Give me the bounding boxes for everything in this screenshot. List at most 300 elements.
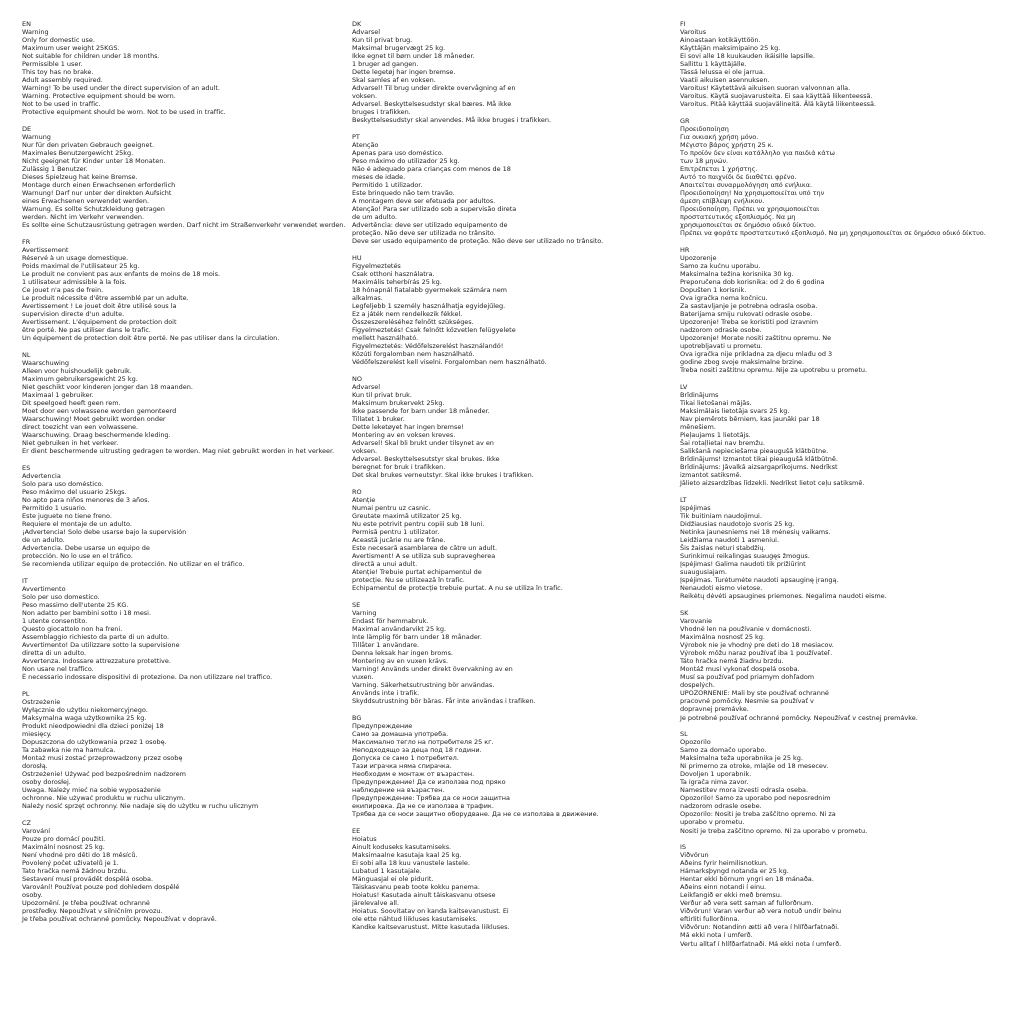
warning-text-line: Προειδοποίηση! Να χρησιμοποιείται υπό την — [680, 189, 825, 198]
warning-text-line: Предупреждение — [352, 722, 413, 731]
warning-text-line: Preporučena dob korisnika: od 2 do 6 godina — [680, 278, 825, 287]
warning-text-line: Mänguasjal ei ole pidurit. — [352, 875, 434, 884]
warning-text-line: Montaż musi zostać przeprowadzony przez osobę — [22, 754, 183, 763]
warning-text-line: Advarsel — [352, 383, 380, 392]
warning-text-line: ole ette nähtud liikluses kasutamiseks. — [352, 915, 478, 924]
warning-text-line: Varování — [22, 827, 51, 836]
warning-text-line: Vhodné len na používanie v domácnosti. — [680, 625, 812, 634]
warning-section-lt — [680, 496, 1000, 600]
warning-text-line: Πρέπει να φοράτε προστατευτικό εξοπλισμό. Να μη χρησιμοποιείται σε δημόσιο οδικό δίκτυο. — [680, 229, 986, 238]
warning-section-ro — [352, 488, 672, 592]
warning-text-line: Baterijama smiju rukovati odrasle osobe. — [680, 310, 813, 319]
warning-text-line: Hoiatus — [352, 835, 377, 844]
warning-text-line: Tillatet 1 bruker. — [352, 415, 405, 424]
language-code: CZ — [22, 819, 31, 828]
warning-text-line: Ta zabawka nie ma hamulca. — [22, 746, 116, 755]
warning-text-line: uporabo v prometu. — [680, 818, 745, 827]
warning-text-line: Aðeins fyrir heimilisnotkun. — [680, 859, 769, 868]
warning-text-line: Upozorenje! Treba se koristiti pod izravnim — [680, 318, 819, 327]
warning-text-line: Maksimum brukervekt 25kg. — [352, 399, 445, 408]
warning-section-sl — [680, 730, 1000, 834]
language-code: RO — [352, 488, 362, 497]
language-code: FI — [680, 20, 686, 28]
warning-text-line: Трябва да се носи защитно оборудване. Да не се използва в движение. — [352, 810, 599, 819]
warning-text-line: Maksimalna teža uporabnika je 25 kg. — [680, 754, 803, 763]
warning-text-line: Má ekki nota í umferð. — [680, 931, 753, 940]
warning-text-line: Avvertimento — [22, 585, 66, 593]
warning-text-line: Upozornění. Je třeba používat ochranné — [22, 899, 150, 908]
warning-text-line: Ikke egnet til børn under 18 måneder. — [352, 52, 475, 61]
warning-text-line: Apenas para uso doméstico. — [352, 149, 444, 158]
warning-text-line: meses de idade. — [352, 173, 406, 182]
warning-text-line: Varování! Používat pouze pod dohledem dospělé — [22, 883, 180, 892]
warning-text-line: Warnung — [22, 133, 51, 141]
warning-text-line: Waarschuwing. Draag beschermende kleding. — [22, 431, 171, 440]
warning-text-line: Αυτό το παιχνίδι δε διαθέτει φρένο. — [680, 173, 797, 182]
warning-text-line: Upozorenje — [680, 254, 717, 263]
warning-text-line: Ce jouet n'a pas de frein. — [22, 286, 104, 295]
language-code: LT — [680, 496, 687, 505]
warning-text-line: werden. Nicht im Verkehr verwenden. — [22, 213, 144, 222]
warning-text-line: Används inte i trafik. — [352, 689, 420, 698]
warning-section-hr — [680, 246, 1000, 375]
warning-text-line: Įspėjimas — [680, 504, 711, 513]
warning-text-line: Peso massimo dell'utente 25 KG. — [22, 601, 129, 610]
warning-text-line: Tässä lelussa ei ole jarrua. — [680, 68, 765, 77]
warning-text-line: Warnung! Darf nur unter der direkten Aufsicht — [22, 189, 172, 198]
warning-text-line: Opozorilo! Samo za uporabo pod neposrednim — [680, 794, 831, 803]
warning-text-line: Το προϊόν δεν είναι κατάλληλο για παιδιά κάτω — [680, 149, 835, 158]
warning-text-line: Adult assembly required. — [22, 76, 103, 85]
warning-text-line: dorosłą. — [22, 762, 48, 771]
warning-text-line: voksen. — [352, 92, 378, 101]
language-code: DE — [22, 124, 32, 133]
warning-text-line: proteção. Não deve ser utilizada no trânsito. — [352, 229, 496, 238]
warning-text-line: Само за домашна употреба. — [352, 730, 449, 739]
warning-text-line: Varoitus. Käytä suojavarusteita. Ei saa käyttää liikenteessä. — [680, 92, 873, 101]
warning-text-line: Výrobok môžu naraz používať iba 1 používateľ. — [680, 649, 833, 658]
warning-text-line: Įspėjimas. Turėtumėte naudoti apsauginę įrangą. — [680, 576, 839, 585]
warning-text-line: Peso máximo do utilizador 25 kg. — [352, 157, 460, 166]
warning-text-line: nadzorom odrasle osebe. — [680, 802, 762, 811]
warning-text-line: mellett használható. — [352, 334, 419, 343]
warning-text-line: voksen. — [352, 447, 378, 456]
warning-section-fr — [22, 238, 342, 342]
warning-text-line: izmantot satiksmē. — [680, 471, 742, 480]
warning-text-line: προστατευτικός εξοπλισμός. Να μη — [680, 213, 796, 222]
warning-text-line: godine zbog svoje maksimalne brzine. — [680, 358, 805, 367]
warning-text-line: Kun til privat bruk. — [352, 391, 412, 400]
warning-text-line: Максимално тегло на потребителя 25 кг. — [352, 738, 494, 747]
warning-text-line: Montering av en vuxen krävs. — [352, 657, 449, 666]
warning-text-line: Maximum gebruikersgewicht 25 kg. — [22, 375, 138, 384]
warning-text-line: Skal samles af en voksen. — [352, 76, 436, 85]
language-code: EN — [22, 20, 31, 28]
warning-text-line: È necessario indossare dispositivi di protezione. Da non utilizzare nel traffico. — [22, 673, 273, 682]
warning-text-line: Ei sobi alla 18 kuu vanustele lastele. — [352, 859, 470, 868]
warning-text-line: Varning. Säkerhetsutrustning bör användas. — [352, 681, 495, 690]
warning-text-line: alkalmas. — [352, 294, 383, 303]
language-code: NO — [352, 375, 362, 384]
language-code: FR — [22, 237, 31, 246]
warning-section-nl — [22, 351, 342, 455]
warning-text-line: Advertencia — [22, 472, 61, 480]
warning-text-line: Ostrzeżenie! Używać pod bezpośrednim nadzorem — [22, 770, 186, 779]
language-code: EE — [352, 827, 361, 836]
warning-text-line: Not to be used in traffic. — [22, 100, 101, 109]
warning-text-line: Hentar ekki börnum yngri en 18 mánaða. — [680, 875, 814, 884]
warning-text-line: osoby. — [22, 891, 43, 900]
warning-text-line: Viðvörun — [680, 851, 709, 860]
warning-text-line: Niet geschikt voor kinderen jonger dan 18 maanden. — [22, 383, 193, 392]
language-code: IS — [680, 843, 687, 852]
warning-text-line: Warning! To be used under the direct supervision of an adult. — [22, 84, 220, 93]
warning-section-sk — [680, 609, 1000, 721]
warning-text-line: Poids maximal de l'utilisateur 25 kg. — [22, 262, 140, 271]
warning-text-line: Montage durch einen Erwachsenen erforderlich — [22, 181, 176, 190]
warning-section-en — [22, 20, 342, 116]
warning-section-dk — [352, 20, 672, 124]
warning-text-line: Avvertenza. Indossare attrezzature protettive. — [22, 657, 171, 666]
warning-text-line: Предупреждение! Да се използва под пряко — [352, 778, 506, 787]
language-code: PT — [352, 133, 360, 141]
warning-text-line: Varoitus — [680, 28, 707, 37]
warning-text-line: 1 utente consentito. — [22, 617, 88, 626]
warning-text-line: Összeszereléséhez felnőtt szükséges. — [352, 318, 474, 327]
warning-text-line: Permitido 1 usuario. — [22, 504, 87, 513]
warning-text-line: Dit speelgoed heeft geen rem. — [22, 399, 121, 408]
warning-text-line: Assemblaggio richiesto da parte di un adulto. — [22, 633, 170, 642]
warning-text-line: Only for domestic use. — [22, 36, 95, 45]
warning-text-line: Opozorilo: Nositi je treba zaščitno opremo. Ni za — [680, 810, 836, 819]
warning-text-line: dospelých. — [680, 681, 715, 690]
warning-text-line: Nur für den privaten Gebrauch geeignet. — [22, 141, 155, 150]
warning-text-line: No apto para niños menores de 3 años. — [22, 496, 150, 505]
language-column-3 — [680, 20, 1000, 956]
warning-text-line: Ei sovi alle 18 kuukauden ikäisille lapsille. — [680, 52, 815, 61]
warning-text-line: Dovoljen 1 uporabnik. — [680, 770, 752, 779]
warning-text-line: Brīdinājums: Jāvalkā aizsargaprīkojums. Nedrīkst — [680, 463, 838, 472]
warning-text-line: Warnung. Es sollte Schutzkleidung getragen — [22, 205, 165, 214]
warning-text-line: Maksimal brugervægt 25 kg. — [352, 44, 446, 53]
warning-text-line: Tillåter 1 användare. — [352, 641, 419, 650]
warning-text-line: Netinka jaunesniems nei 18 mėnesių vaikams. — [680, 528, 831, 537]
warning-text-line: eines Erwachsenen verwendet werden. — [22, 197, 150, 206]
warning-text-line: Varoitus! Käytettävä aikuisen suoran valvonnan alla. — [680, 84, 851, 93]
warning-text-line: Requiere el montaje de un adulto. — [22, 520, 132, 529]
warning-text-line: Atenție — [352, 496, 376, 505]
warning-section-lv — [680, 383, 1000, 487]
warning-text-line: Permissible 1 user. — [22, 60, 83, 69]
language-code: PL — [22, 689, 30, 698]
warning-text-line: Varoitus. Pitää käyttää suojavälineitä. Älä käytä liikenteessä. — [680, 100, 877, 109]
warning-text-line: Maksymalna waga użytkownika 25 kg. — [22, 714, 147, 723]
warning-text-line: Ostrzeżenie — [22, 698, 61, 706]
warning-text-line: Kandke kaitsevarustust. Mitte kasutada liikluses. — [352, 923, 510, 932]
warning-text-line: Maximales Benutzergewicht 25kg. — [22, 149, 134, 158]
warning-text-line: Non adatto per bambini sotto i 18 mesi. — [22, 609, 152, 618]
warning-text-line: Vaatii aikuisen asennuksen. — [680, 76, 770, 85]
warning-text-line: Alleen voor huishoudelijk gebruik. — [22, 367, 132, 376]
warning-text-line: Απαιτείται συναρμολόγηση από ενήλικα. — [680, 181, 813, 190]
warning-text-line: Waarschuwing — [22, 359, 69, 367]
warning-text-line: Moet door een volwassene worden gemonteerd — [22, 407, 177, 416]
warning-text-line: Védőfelszerelést kell viselni. Forgalomban nem használható. — [352, 358, 547, 367]
warning-text-line: pracovné pomôcky. Nesmie sa používať v — [680, 697, 814, 706]
warning-text-line: Inte lämplig för barn under 18 månader. — [352, 633, 482, 642]
warning-text-line: Montáž musí vykonať dospelá osoba. — [680, 665, 800, 674]
language-column-1 — [22, 20, 346, 932]
warning-text-line: Допуска се само 1 потребител. — [352, 754, 459, 763]
warning-text-line: Leidžiama naudoti 1 asmeniui. — [680, 536, 780, 545]
warning-text-line: Advarsel. Beskyttelsesutstyr skal brukes. Ikke — [352, 455, 500, 464]
language-code: LV — [680, 383, 688, 392]
warning-text-line: Viðvörun! Varan verður að vera notuð undir beinu — [680, 907, 842, 916]
warning-text-line: Waarschuwing! Moet gebruikt worden onder — [22, 415, 166, 424]
warning-text-line: Produkt nieodpowiedni dla dzieci poniżej 18 — [22, 722, 164, 731]
language-code: NL — [22, 350, 31, 359]
warning-text-line: Solo per uso domestico. — [22, 593, 100, 602]
warning-text-line: Maksimaalne kasutaja kaal 25 kg. — [352, 851, 462, 860]
warning-text-line: Avertisment! A se utiliza sub supravegherea — [352, 552, 496, 561]
warning-text-line: Wyłącznie do użytku niekomercyjnego. — [22, 706, 148, 715]
warning-text-line: Figyelmeztetés! Csak felnőtt közvetlen felügyelete — [352, 326, 516, 335]
warning-text-line: Montering av en voksen kreves. — [352, 431, 456, 440]
warning-text-line: Należy nosić sprzęt ochronny. Nie nadaje się do użytku w ruchu ulicznym — [22, 802, 259, 811]
warning-section-se — [352, 601, 672, 705]
warning-text-line: екипировка. Да не се използва в трафик. — [352, 802, 494, 811]
warning-text-line: järelevalve all. — [352, 899, 400, 908]
warning-text-line: Solo para uso doméstico. — [22, 480, 104, 489]
warning-text-line: Non usare nel traffico. — [22, 665, 94, 674]
warning-text-line: Opozorilo — [680, 738, 711, 747]
warning-text-line: Samo za kućnu uporabu. — [680, 262, 761, 271]
warning-text-line: supervision directe d'un adulte. — [22, 310, 125, 319]
warning-text-line: Peso máximo del usuario 25kgs. — [22, 488, 127, 497]
warning-text-line: Csak otthoni használatra. — [352, 270, 435, 279]
warning-text-line: Figyelmeztetés: Védőfelszerelést használandó! — [352, 342, 504, 351]
warning-text-line: Avertissement — [22, 246, 69, 254]
warning-text-line: miesięcy. — [22, 730, 52, 739]
warning-text-line: Varning! Används under direkt övervakning av en — [352, 665, 513, 674]
warning-section-ee — [352, 827, 672, 931]
warning-text-line: Šis žaislas neturi stabdžių. — [680, 544, 766, 553]
warning-text-line: protecție. Nu se utilizează în trafic. — [352, 576, 465, 585]
warning-text-line: Brīdinājums — [680, 391, 719, 400]
warning-text-line: Maximal användarvikt 25 kg. — [352, 625, 447, 634]
warning-text-line: Ta igrača nima zavor. — [680, 778, 749, 787]
language-code: DK — [352, 20, 362, 28]
warning-text-line: Avertissement ! Le jouet doit être utilisé sous la — [22, 302, 177, 311]
language-code: SK — [680, 609, 689, 618]
warning-text-line: Jālieto aizsardzības līdzekli. Nedrīkst lietot ceļu satiksmē. — [680, 479, 865, 488]
warning-text-line: 1 bruger ad gangen. — [352, 60, 419, 69]
warning-text-line: diretta di un adulto. — [22, 649, 87, 658]
warning-text-line: vuxen. — [352, 673, 374, 682]
warning-section-cz — [22, 819, 342, 923]
language-code: SL — [680, 730, 688, 739]
warning-text-line: Vertu alltaf í hlífðarfatnaði. Má ekki nota í umferð. — [680, 939, 842, 948]
warning-text-line: Musí sa používať pod priamym dohľadom — [680, 673, 815, 682]
warning-section-no — [352, 375, 672, 479]
warning-text-line: ¡Advertencia! Solo debe usarse bajo la supervisión — [22, 528, 187, 537]
warning-text-line: Beskyttelsesudstyr skal anvendes. Må ikke bruges i trafikken. — [352, 116, 552, 125]
language-code: IT — [22, 576, 28, 585]
warning-section-pl — [22, 690, 342, 810]
warning-text-line: Varning — [352, 609, 377, 618]
warning-text-line: Výrobok nie je vhodný pre deti do 18 mesiacov. — [680, 641, 834, 650]
warning-text-line: Permisă pentru 1 utilizator. — [352, 528, 440, 537]
warning-text-line: Upozorenje! Morate nositi zaštitnu opremu. Ne — [680, 334, 832, 343]
warning-text-line: Le produit ne convient pas aux enfants de moins de 18 mois. — [22, 270, 220, 279]
warning-text-line: Nenaudoti eismo vietose. — [680, 584, 763, 593]
language-column-2 — [352, 20, 672, 940]
warning-text-line: Não é adequado para crianças com menos de 18 — [352, 165, 511, 174]
warning-text-line: Salikšanā nepieciešama pieaugušā klātbūtne. — [680, 447, 829, 456]
warning-text-line: Greutate maximă utilizator 25 kg. — [352, 512, 462, 521]
warning-text-line: Treba nositi zaštitnu opremu. Nije za upotrebu u prometu. — [680, 366, 867, 375]
warning-section-it — [22, 577, 342, 681]
warning-text-line: Se recomienda utilizar equipo de protección. No utilizar en el tráfico. — [22, 560, 245, 569]
warning-text-line: UPOZORNENIE: Mali by ste používať ochranné — [680, 689, 829, 698]
warning-text-line: Nav piemērots bērniem, kas jaunāki par 18 — [680, 415, 820, 424]
warning-text-line: directă a unui adult. — [352, 560, 418, 569]
warning-text-line: Επιτρέπεται 1 χρήστης. — [680, 165, 758, 174]
warning-text-line: Varovanie — [680, 617, 713, 626]
warning-text-line: 1 utilisateur admissible à la fois. — [22, 278, 127, 287]
warning-text-line: Tikai lietošanai mājās. — [680, 399, 752, 408]
warning-text-line: наблюдение на възрастен. — [352, 786, 445, 795]
warning-text-line: Surinkimui reikalingas suaugęs žmogus. — [680, 552, 810, 561]
warning-text-line: protección. No lo use en el tráfico. — [22, 552, 133, 561]
warning-text-line: Povolený počet uživatelů je 1. — [22, 859, 119, 868]
warning-text-line: Leikfangið er ekki með bremsu. — [680, 891, 782, 900]
warning-text-line: Lubatud 1 kasutajale. — [352, 867, 422, 876]
warning-text-line: Dette legetøj har ingen bremse. — [352, 68, 456, 77]
warning-text-line: Необходим е монтаж от възрастен. — [352, 770, 475, 779]
warning-section-pt — [352, 133, 672, 245]
warning-text-line: Samo za domačo uporabo. — [680, 746, 767, 755]
warning-text-line: A montagem deve ser efetuada por adultos. — [352, 197, 496, 206]
warning-text-line: Er dient beschermende uitrusting gedragen te worden. Mag niet gebruikt worden in het verkeer. — [22, 447, 335, 456]
warning-text-line: Ova igračka nije prikladna za djecu mlađu od 3 — [680, 350, 833, 359]
warning-text-line: Not suitable for children under 18 months. — [22, 52, 160, 61]
warning-section-hu — [352, 254, 672, 366]
warning-text-line: This toy has no brake. — [22, 68, 94, 77]
warning-text-line: Advertencia. Debe usarse un equipo de — [22, 544, 150, 553]
warning-text-line: Avvertimento! Da utilizzare sotto la supervisione — [22, 641, 180, 650]
warning-text-line: Dette leketøyet har ingen bremse! — [352, 423, 464, 432]
warning-text-line: Dopušten 1 korisnik. — [680, 286, 747, 295]
warning-text-line: Advarsel! Skal bli brukt under tilsynet av en — [352, 439, 494, 448]
warning-text-line: Maksimalna težina korisnika 30 kg. — [680, 270, 794, 279]
warning-text-line: eftirliti fullorðinna. — [680, 915, 740, 924]
warning-text-line: Endast för hemmabruk. — [352, 617, 429, 626]
warning-text-line: Avertissement. L'équipement de protection doit — [22, 318, 177, 327]
warning-text-line: nadzorom odrasle osobe. — [680, 326, 762, 335]
warning-text-line: Questo giocattolo non ha freni. — [22, 625, 123, 634]
warning-text-line: bruges i trafikken. — [352, 108, 411, 117]
warning-text-line: Un équipement de protection doit être porté. Ne pas utiliser dans la circulation. — [22, 334, 280, 343]
warning-text-line: Este brinquedo não tem travão. — [352, 189, 455, 198]
warning-text-line: Za sastavljanje je potrebna odrasla osoba. — [680, 302, 818, 311]
warning-text-line: Hoiatus. Soovitatav on kanda kaitsevarustust. Ei — [352, 907, 509, 916]
warning-text-line: Advarsel. Beskyttelsesudstyr skal bæres. Må ikke — [352, 100, 512, 109]
warning-text-line: των 18 μηνών. — [680, 157, 729, 166]
language-code: HR — [680, 246, 690, 254]
warning-text-line: Det skal brukes verneutstyr. Skal ikke brukes i trafikken. — [352, 471, 534, 480]
warning-text-line: Ez a játék nem rendelkezik fékkel. — [352, 310, 463, 319]
warning-text-line: upotrebljavati u prometu. — [680, 342, 763, 351]
warning-section-de — [22, 124, 346, 230]
warning-text-line: Sallittu 1 käyttäjälle. — [680, 60, 747, 69]
warning-text-line: Skyddsutrustning bör bäras. Får inte användas i trafiken. — [352, 697, 536, 706]
warning-text-line: Atenção! Para ser utilizado sob a supervisão direta — [352, 205, 517, 214]
warning-text-line: Dopuszczona do użytkowania przez 1 osobę. — [22, 738, 167, 747]
warning-text-line: Dieses Spielzeug hat keine Bremse. — [22, 173, 138, 182]
warning-section-gr — [680, 117, 1000, 237]
warning-text-line: Šai rotaļlietai nav bremžu. — [680, 439, 765, 448]
warning-text-line: Réservé à un usage domestique. — [22, 254, 129, 263]
warning-text-line: Hoiatus! Kasutada ainult täiskasvanu otsese — [352, 891, 496, 900]
warning-text-line: Echipamentul de protecție trebuie purtat. A nu se utiliza în trafic. — [352, 584, 563, 593]
warning-text-line: Sestavení musí provádět dospělá osoba. — [22, 875, 154, 884]
warning-text-line: Ni primerno za otroke, mlajše od 18 mesecev. — [680, 762, 829, 771]
warning-text-line: Advarsel — [352, 28, 380, 37]
warning-section-es — [22, 464, 342, 568]
warning-text-line: Προειδοποίηση. Πρέπει να χρησιμοποιείται — [680, 205, 820, 214]
warning-text-line: 18 hónapnál fiatalabb gyermekek számára nem — [352, 286, 507, 295]
warning-text-line: Maximális teherbírás 25 kg. — [352, 278, 442, 287]
warning-text-line: Maksimālais lietotāja svars 25 kg. — [680, 407, 790, 416]
warning-text-line: Viðvörun: Notandinn ætti að vera í hlífðarfatnaði. — [680, 923, 840, 932]
language-code: SE — [352, 601, 361, 610]
warning-text-line: Není vhodné pro děti do 18 měsíců. — [22, 851, 138, 860]
warning-text-line: Για οικιακή χρήση μόνο. — [680, 133, 759, 141]
warning-section-is — [680, 843, 1000, 947]
warning-text-line: Zulässig 1 Benutzer. — [22, 165, 88, 174]
warning-text-line: Nicht geeignet für Kinder unter 18 Monaten. — [22, 157, 166, 166]
warning-text-line: Este necesară asamblarea de către un adult. — [352, 544, 498, 553]
warning-section-bg — [352, 714, 672, 818]
warning-text-line: χρησιμοποιείται σε δημόσιο οδικό δίκτυο. — [680, 221, 816, 230]
warning-text-line: Aðeins einn notandi í einu. — [680, 883, 767, 892]
warning-text-line: Je třeba používat ochranné pomůcky. Nepoužívat v dopravě. — [22, 915, 217, 924]
language-code: BG — [352, 714, 362, 723]
warning-text-line: Warning. Protective equipment should be worn. — [22, 92, 176, 101]
warning-text-line: suaugusiajam. — [680, 568, 727, 577]
warning-text-line: Nu este potrivit pentru copiii sub 18 luni. — [352, 520, 485, 529]
warning-text-line: ochronne. Nie używać produktu w ruchu ulicznym. — [22, 794, 186, 803]
warning-text-line: Permitido 1 utilizador. — [352, 181, 423, 190]
warning-text-line: Es sollte eine Schutzausrüstung getragen werden. Darf nicht im Straßenverkehr verwendet werden. — [22, 221, 346, 230]
warning-text-line: Legfeljebb 1 személy használhatja egyidejűleg. — [352, 302, 506, 311]
warning-text-line: Advarsel! Til brug under direkte overvågning af en — [352, 84, 516, 93]
warning-text-line: Figyelmeztetés — [352, 262, 401, 271]
warning-text-line: Este juguete no tiene freno. — [22, 512, 112, 521]
warning-text-line: Maximální nosnost 25 kg. — [22, 843, 105, 852]
warning-text-line: Įspėjimas! Galima naudoti tik prižiūrint — [680, 560, 806, 569]
warning-text-line: Protective equipment should be worn. Not to be used in traffic. — [22, 108, 226, 117]
warning-text-line: Atenție! Trebuie purtat echipamentul de — [352, 568, 482, 577]
warning-text-line: Kun til privat brug. — [352, 36, 413, 45]
warning-text-line: Advertência: deve ser utilizado equipamento de — [352, 221, 508, 230]
warning-text-line: Käyttäjän maksimipaino 25 kg. — [680, 44, 781, 53]
warning-text-line: Maximum user weight 25KGS. — [22, 44, 120, 53]
warning-text-line: Предупреждение: Трябва да се носи защитна — [352, 794, 510, 803]
warning-text-line: Namestitev mora izvesti odrasla oseba. — [680, 786, 809, 795]
warning-text-line: Προειδοποίηση — [680, 124, 729, 133]
